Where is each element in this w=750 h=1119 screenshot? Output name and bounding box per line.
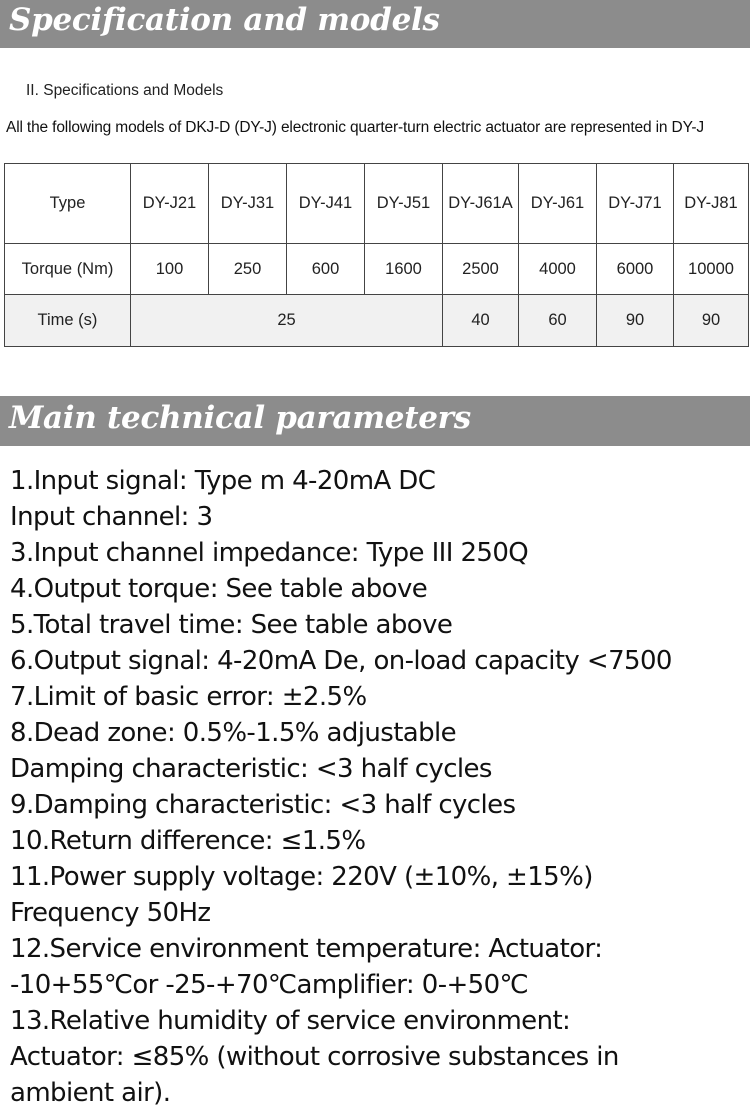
param-line: Damping characteristic: <3 half cycles [10, 754, 492, 784]
param-line: 7.Limit of basic error: ±2.5% [10, 682, 367, 712]
model-cell: DY-J61 [519, 164, 597, 244]
time-cell: 60 [519, 295, 597, 347]
param-line: Input channel: 3 [10, 502, 213, 532]
torque-cell: 1600 [365, 244, 443, 295]
torque-cell: 6000 [597, 244, 674, 295]
spec-subheading: II. Specifications and Models [26, 82, 224, 99]
param-line: 6.Output signal: 4-20mA De, on-load capacity <7500 [10, 646, 672, 676]
model-cell: DY-J31 [209, 164, 287, 244]
spec-banner [0, 0, 750, 48]
time-label: Time (s) [5, 295, 131, 347]
param-line: 1.Input signal: Type m 4-20mA DC [10, 466, 436, 496]
param-line: -10+55℃or -25-+70℃amplifier: 0-+50℃ [10, 970, 529, 1000]
params-list [10, 463, 748, 1111]
param-line: ambient air). [10, 1078, 171, 1108]
type-label: Type [5, 164, 131, 244]
model-cell: DY-J41 [287, 164, 365, 244]
param-line: 11.Power supply voltage: 220V (±10%, ±15%) [10, 862, 593, 892]
param-line: 8.Dead zone: 0.5%-1.5% adjustable [10, 718, 457, 748]
param-line: 13.Relative humidity of service environment: [10, 1006, 571, 1036]
param-line: Actuator: ≤85% (without corrosive substances in [10, 1042, 619, 1072]
model-cell: DY-J81 [674, 164, 749, 244]
torque-cell: 600 [287, 244, 365, 295]
params-banner [0, 396, 750, 446]
params-banner-title: Main technical parameters [9, 400, 471, 436]
torque-cell: 2500 [443, 244, 519, 295]
torque-cell: 250 [209, 244, 287, 295]
time-row [5, 295, 749, 347]
time-cell: 25 [131, 295, 443, 347]
time-cell: 90 [674, 295, 749, 347]
param-line: 12.Service environment temperature: Actuator: [10, 934, 603, 964]
spec-intro: All the following models of DKJ-D (DY-J) electronic quarter-turn electric actuator are represented in DY-J [6, 119, 704, 136]
time-cell: 40 [443, 295, 519, 347]
model-cell: DY-J71 [597, 164, 674, 244]
param-line: 3.Input channel impedance: Type III 250Q [10, 538, 529, 568]
torque-cell: 100 [131, 244, 209, 295]
param-line: 4.Output torque: See table above [10, 574, 428, 604]
param-line: 10.Return difference: ≤1.5% [10, 826, 366, 856]
model-cell: DY-J51 [365, 164, 443, 244]
model-cell: DY-J21 [131, 164, 209, 244]
model-cell: DY-J61A [443, 164, 519, 244]
torque-label: Torque (Nm) [5, 244, 131, 295]
torque-row [5, 244, 749, 295]
time-cell: 90 [597, 295, 674, 347]
spec-table [4, 163, 749, 347]
spec-banner-title: Specification and models [9, 2, 440, 38]
param-line: Frequency 50Hz [10, 898, 211, 928]
torque-cell: 10000 [674, 244, 749, 295]
param-line: 5.Total travel time: See table above [10, 610, 453, 640]
type-row [5, 164, 749, 244]
param-line: 9.Damping characteristic: <3 half cycles [10, 790, 516, 820]
torque-cell: 4000 [519, 244, 597, 295]
